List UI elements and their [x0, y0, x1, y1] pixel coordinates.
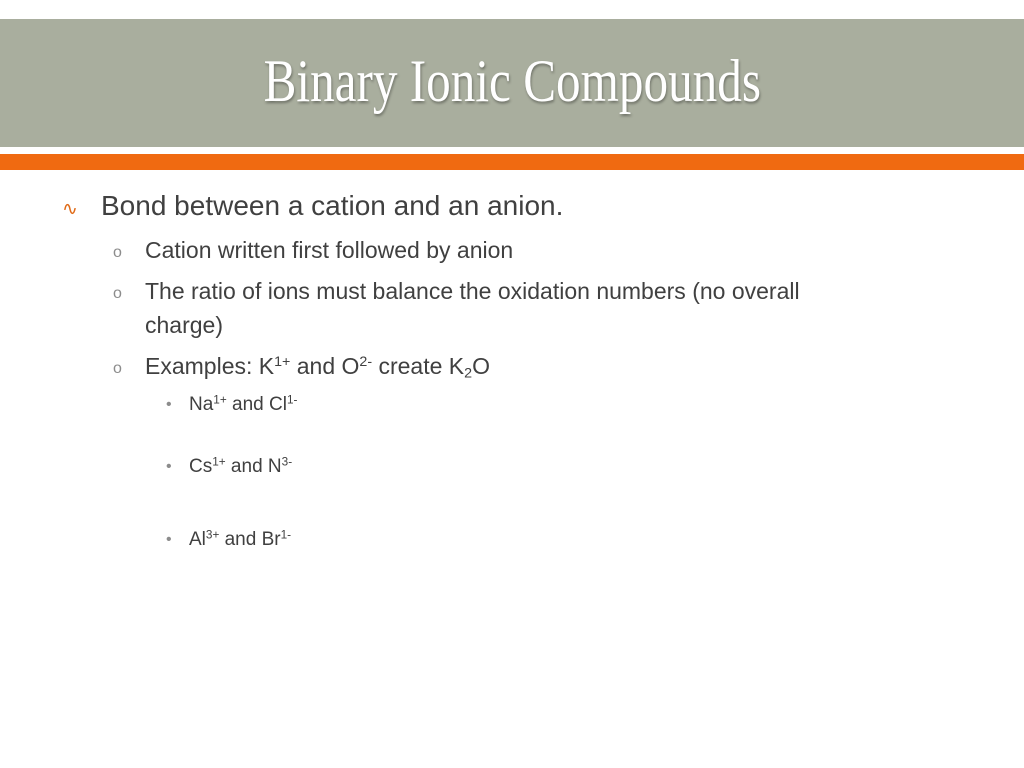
dot-bullet-icon: • [166, 396, 172, 413]
charge: 1+ [274, 354, 291, 371]
subscript: 2 [464, 365, 473, 382]
ion: Al [189, 529, 206, 550]
charge: 3+ [205, 528, 220, 542]
dot-bullet-icon: • [166, 531, 172, 548]
charge: 2- [359, 354, 373, 371]
example-item [189, 529, 291, 551]
circle-bullet-icon: o [113, 285, 122, 302]
ion: Na [189, 394, 214, 415]
example-item [189, 456, 292, 478]
bullet-sub-2-line2: charge) [145, 312, 223, 338]
and-text: and [226, 394, 269, 415]
example-item [189, 394, 297, 416]
and-text: and [219, 529, 262, 550]
and-text: and [225, 456, 268, 477]
ion: N [267, 456, 282, 477]
slide-title: Binary Ionic Compounds [263, 47, 761, 114]
circle-bullet-icon: o [113, 360, 122, 377]
charge: 3- [281, 455, 293, 469]
charge: 1+ [212, 455, 226, 469]
charge: 1+ [213, 393, 227, 407]
ion: Cs [189, 456, 213, 477]
oxygen-text: O [472, 353, 490, 379]
dot-bullet-icon: • [166, 458, 172, 475]
bullet-sub-1: Cation written first followed by anion [145, 237, 514, 263]
charge: 1- [286, 393, 298, 407]
ion: Cl [268, 394, 287, 415]
bullet-sub-2-line1: The ratio of ions must balance the oxidation numbers (no overall [145, 278, 800, 304]
bullet-level1: Bond between a cation and an anion. [101, 190, 564, 221]
create-text: create K [372, 353, 465, 379]
ion: Br [261, 529, 281, 550]
and-text: and O [290, 353, 360, 379]
circle-bullet-icon: o [113, 244, 122, 261]
curl-bullet-icon: ∿ [62, 199, 78, 220]
examples-prefix: Examples: K [145, 353, 275, 379]
bullet-sub-3 [145, 353, 490, 380]
charge: 1- [280, 528, 292, 542]
